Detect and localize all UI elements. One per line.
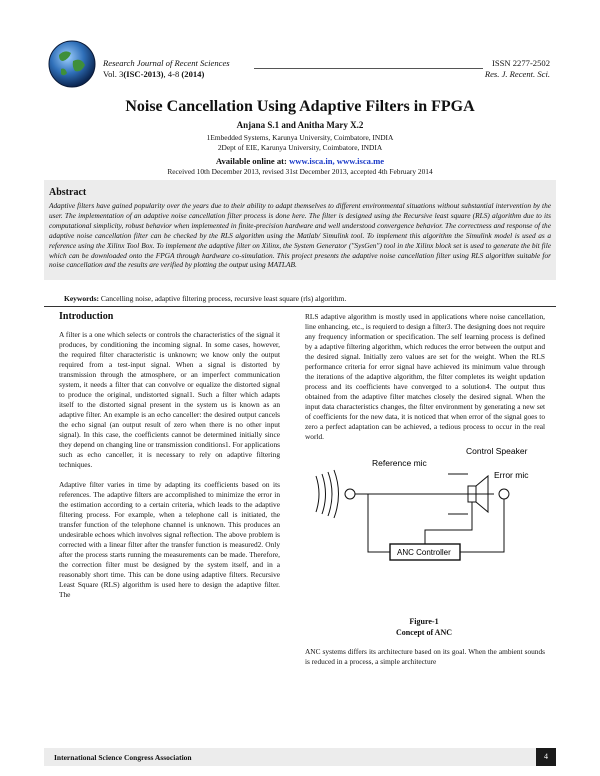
journal-header-right <box>485 58 550 79</box>
header-rule <box>254 68 483 69</box>
abstract-heading: Abstract <box>49 187 87 198</box>
received-dates: Received 10th December 2013, revised 31st December 2013, accepted 4th February 2014 <box>167 167 433 176</box>
affiliation-2: 2Dept of EIE, Karunya University, Coimbatore, INDIA <box>217 143 383 152</box>
footer-organization: International Science Congress Association <box>54 753 192 762</box>
abstract-text: Adaptive filters have gained popularity over the years due to their ability to adapt themselves to different environmental situations without substantial intervention by the user. The implementation of an adaptive noise cancellation filter process is done here. The filter is designed using the Recursive least square (RLS) algorithm due to its computational simplicity, robust behavior when implemented in finite-precision hardware and well understood convergence behavior. The correctness and response of the adaptive noise cancellation filter can be checked by the RLS algorithm using the Matlab/ Simulink tool. To implement this algorithm the Simulink model is used as a reference using the Xilinx Tool Box. To implement the adaptive filter on Xilinx, the System Generator ("SysGen") tool in the Xilinx block set is used to generate the bit file which can be downloaded onto the FPGA through hardware co-simulation. This project presents the adaptive noise cancellation filter using RLS algorithm suitable for noise cancellation and the results are verified by plotting the output using MATLAB. <box>49 201 551 270</box>
error-mic-label: Error mic <box>494 470 529 480</box>
journal-header-left <box>103 58 230 79</box>
section-divider <box>44 306 556 307</box>
anc-paragraph: ANC systems differs its architecture based on its goal. When the ambient sounds is reduced in a process, a simple architecture <box>305 647 545 666</box>
journal-name: Research Journal of Recent Sciences <box>103 58 230 68</box>
paper-authors: Anjana S.1 and Anitha Mary X.2 <box>236 120 364 130</box>
online-links[interactable]: www.isca.in, www.isca.me <box>289 156 385 166</box>
anc-concept-figure <box>308 438 540 566</box>
figure-title: Concept of ANC <box>396 628 452 637</box>
figure-number: Figure-1 <box>409 617 439 626</box>
journal-globe-logo <box>47 39 97 89</box>
intro-paragraph-1: A filter is a one which selects or controls the characteristics of the signal it produces, by conditioning the incoming signal. In some cases, however, the required filter characteristic is unknown; we know only the output required from a test-input signal. When a signal is distorted by transmission through the atmosphere, or an imperfect communication system, it needs a filter that can convolve or equalize the distorted signal to produce the original, undistorted signal1. Such a filter which adapts itself to the distorted signal present in the system us is known as an adaptive filter. An example is an echo canceller: the desired output cancels the echo signal (an output result of zero when there is no other input signal). In this case, the coefficients cannot be determined initially since they depend on changing line or transmission conditions1. For applications such as echo canceller, it is necessary to rely on adaptive filtering techniques. <box>59 330 280 469</box>
page-footer <box>44 748 556 766</box>
introduction-heading: Introduction <box>59 311 114 322</box>
journal-abbrev: Res. J. Recent. Sci. <box>484 68 550 79</box>
volume-line: Vol. 3(ISC-2013), 4-8 (2014) <box>103 68 205 79</box>
control-speaker-label: Control Speaker <box>466 446 528 456</box>
intro-paragraph-2: Adaptive filter varies in time by adapting its coefficients based on its references. The adaptive filters are accomplished to minimize the error in the estimation according to a certain criteria, which leads to the adaptive filtering process. For example, when a telephone call is initiated, the transfer function of the telephone channel is unknown. This produces an undesirable echoes which involves signal reflection. The above problem is corrected with a linear filter after the transfer function is measured2. Only after the process starts running the measurements can be made. Therefore, the correction filter must be designed by the system itself, and in a reasonably short time. This can be done using adaptive filters. Recursive Least Square (RLS) algorithm is used here to design the adaptive filter. The <box>59 480 280 599</box>
affiliation-1: 1Embedded Systems, Karunya University, Coimbatore, INDIA <box>206 133 394 142</box>
anc-controller-label: ANC Controller <box>397 548 451 557</box>
keywords: Keywords: Cancelling noise, adaptive filtering process, recursive least square (rls) algorithm. <box>64 294 347 303</box>
abstract-box <box>44 180 556 280</box>
error-mic-icon <box>499 489 509 499</box>
paper-title: Noise Cancellation Using Adaptive Filters in FPGA <box>125 98 475 115</box>
right-column <box>305 312 545 452</box>
page-number: 4 <box>536 748 556 766</box>
rls-paragraph: RLS adaptive algorithm is mostly used in applications where noise cancellation, line enhancing, etc., is requierd to design a filter3. The designing does not require any frequency information or specification. The self learning process is defined by a adaptive filtering algorithm, which reduces the error between the output and the desired signal. Initially zero values are set for the weight. When the RLS performance criteria for error signal have achieved its minimum value through the iterations of the adaptive algorithm, the filter completes its weight updation process and its coefficients have converged to a solution4. The output thus obtained from the adaptive filter matches closely the desired signal. When the input data characteristics changes, the filter environment by generating a new set of coefficients for the new data, it is noticed that when error of the signal goes to zero a perfect adaptation can be achieved, a tedious process to occur in the real world. <box>305 312 545 441</box>
issn: ISSN 2277-2502 <box>491 58 550 68</box>
available-online: Available online at: www.isca.in, www.isca.me <box>215 156 385 166</box>
left-column <box>59 312 280 610</box>
reference-mic-label: Reference mic <box>372 458 427 468</box>
reference-mic-icon <box>345 489 355 499</box>
noise-wave-icon <box>316 476 319 512</box>
